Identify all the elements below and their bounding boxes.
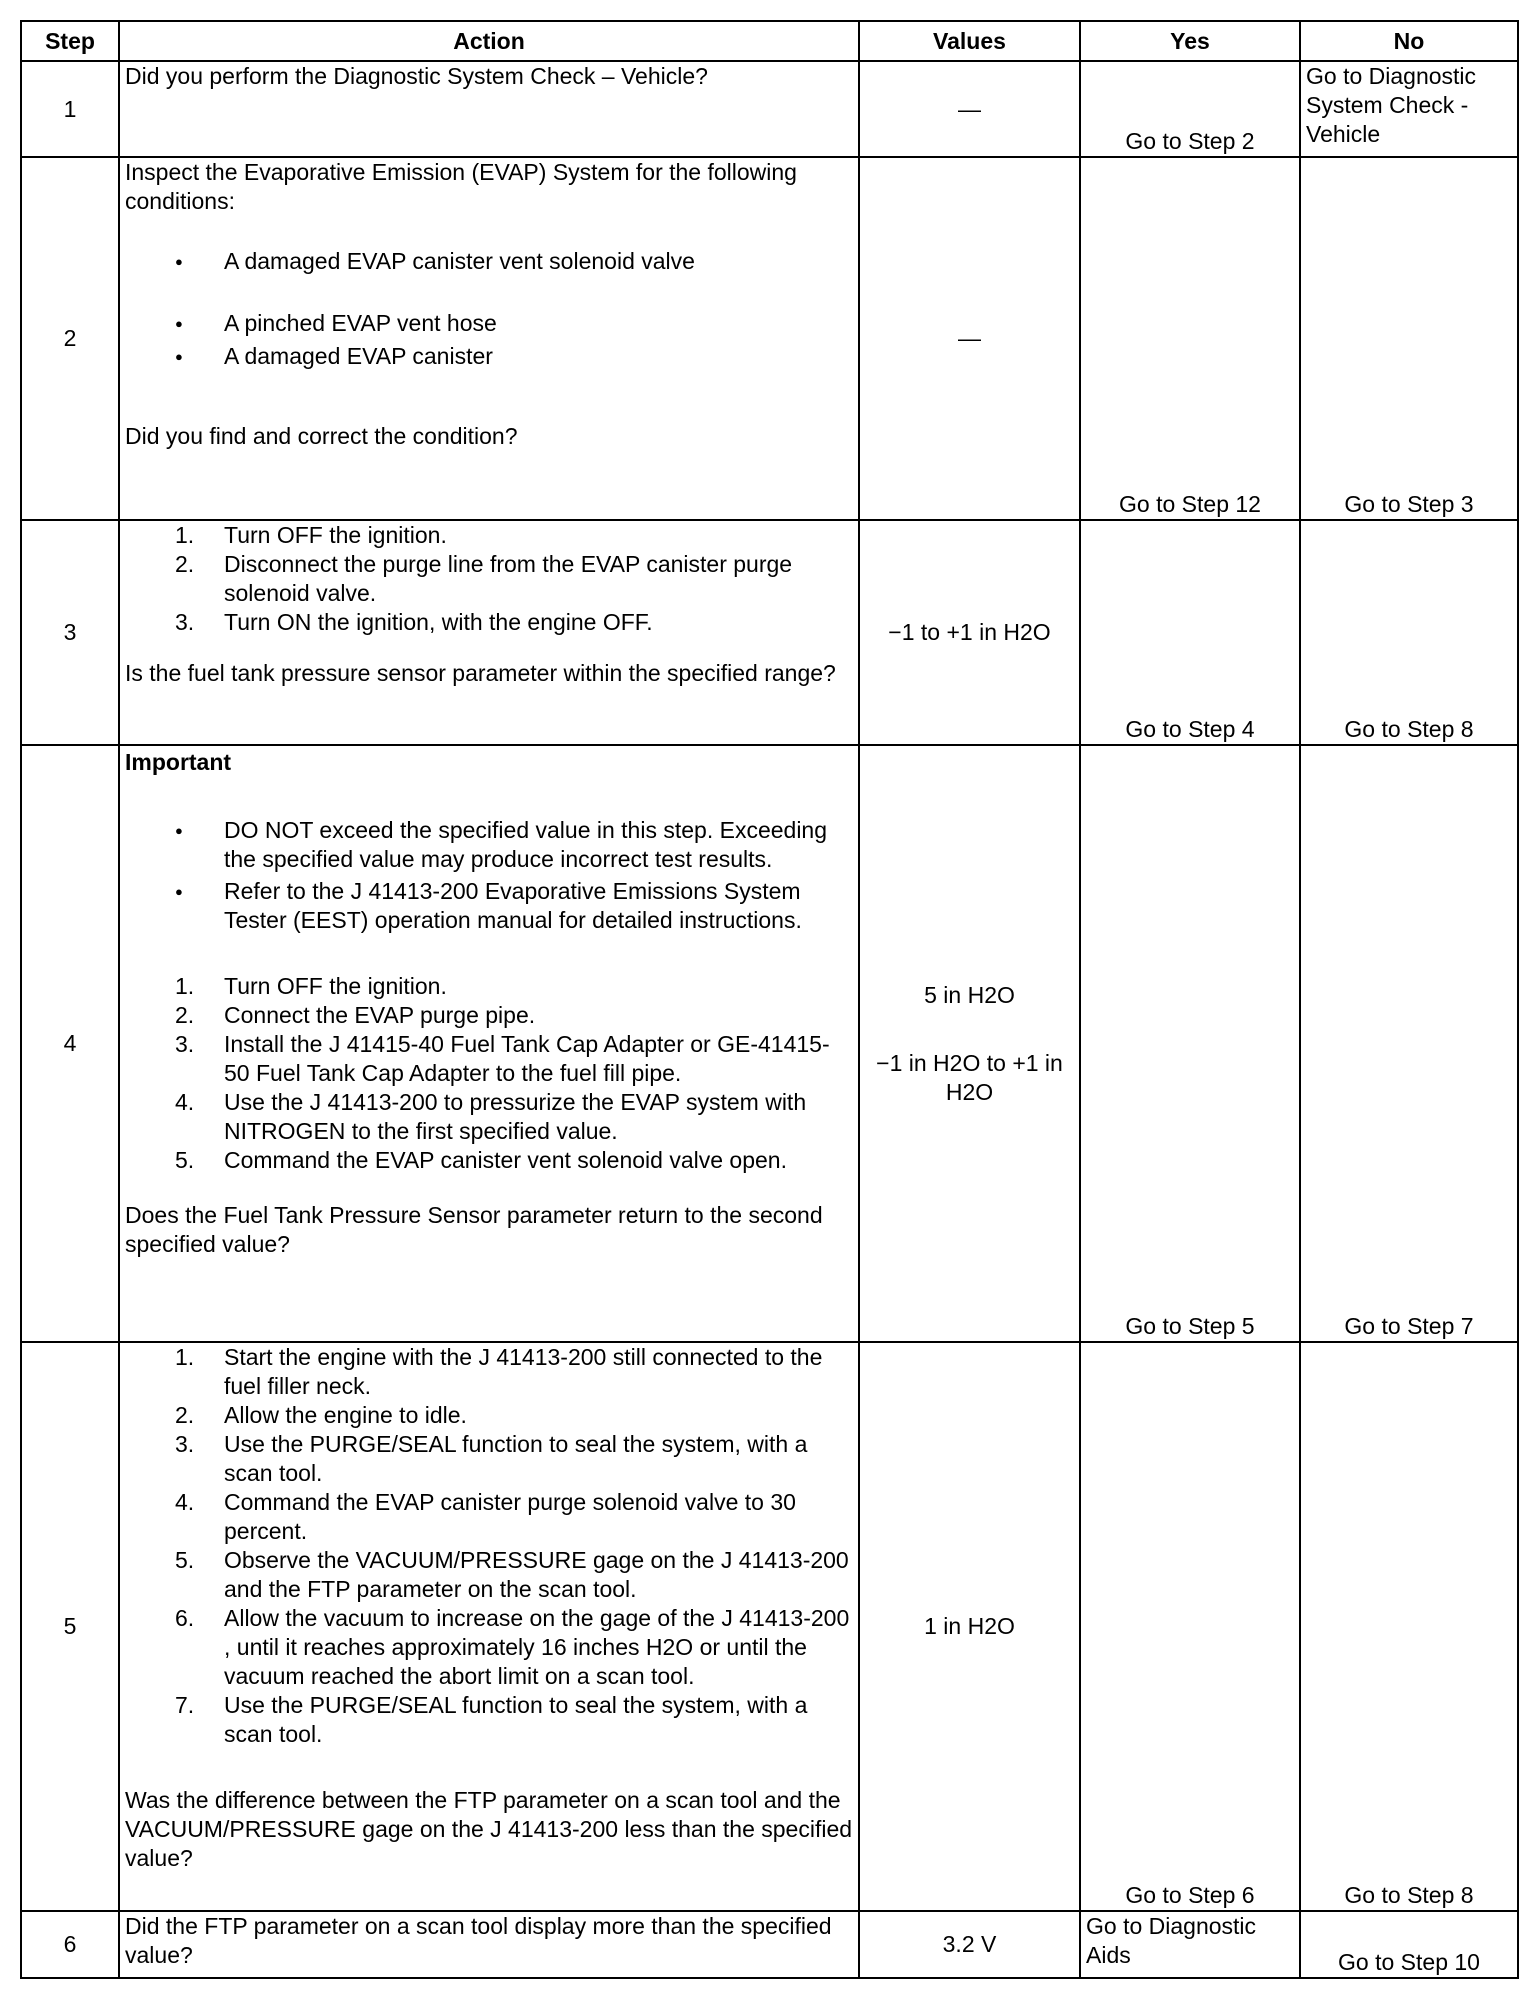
intro-text: Inspect the Evaporative Emission (EVAP) System for the following conditions: bbox=[125, 159, 797, 214]
list-item: 1. Turn OFF the ignition. bbox=[175, 522, 447, 548]
action-cell bbox=[119, 1342, 859, 1911]
list-item: 1. Turn OFF the ignition. bbox=[175, 973, 447, 999]
step-number: 1 bbox=[21, 61, 119, 157]
list-item: ● DO NOT exceed the specified value in this step. Exceeding the specified value may produce incorrect test results. bbox=[125, 816, 853, 874]
table-row bbox=[21, 745, 1518, 1342]
value-first: 5 in H2O bbox=[924, 981, 1015, 1008]
yes-cell: Go to Step 2 bbox=[1080, 61, 1300, 157]
header-no: No bbox=[1300, 21, 1518, 61]
list-item: 1. Start the engine with the J 41413-200 still connected to the fuel filler neck. bbox=[175, 1344, 823, 1399]
question-text: Did you find and correct the condition? bbox=[125, 423, 518, 449]
table-row bbox=[21, 1911, 1518, 1978]
list-item: 4. Use the J 41413-200 to pressurize the EVAP system with NITROGEN to the first specified value. bbox=[175, 1089, 807, 1144]
header-action: Action bbox=[119, 21, 859, 61]
header-row bbox=[21, 21, 1518, 61]
table-row bbox=[21, 157, 1518, 520]
no-cell: Go to Step 3 bbox=[1300, 157, 1518, 520]
action-cell bbox=[119, 1911, 859, 1978]
no-cell: Go to Step 10 bbox=[1300, 1911, 1518, 1978]
list-item: 5. Observe the VACUUM/PRESSURE gage on the J 41413-200 and the FTP parameter on the scan tool. bbox=[175, 1547, 849, 1602]
diagnostic-table bbox=[20, 20, 1519, 1979]
list-item: 4. Command the EVAP canister purge solenoid valve to 30 percent. bbox=[175, 1489, 796, 1544]
no-cell: Go to Step 7 bbox=[1300, 745, 1518, 1342]
list-item: 3. Install the J 41415-40 Fuel Tank Cap Adapter or GE-41415-50 Fuel Tank Cap Adapter to the fuel fill pipe. bbox=[175, 1031, 830, 1086]
values-cell: — bbox=[859, 157, 1080, 520]
yes-cell: Go to Step 5 bbox=[1080, 745, 1300, 1342]
procedure-list bbox=[125, 521, 853, 637]
list-item: 3. Turn ON the ignition, with the engine OFF. bbox=[175, 609, 653, 635]
values-cell bbox=[859, 745, 1080, 1342]
condition-list bbox=[125, 309, 853, 371]
list-item: 2. Connect the EVAP purge pipe. bbox=[175, 1002, 536, 1028]
list-item: 2. Disconnect the purge line from the EVAP canister purge solenoid valve. bbox=[175, 551, 793, 606]
values-cell: 3.2 V bbox=[859, 1911, 1080, 1978]
yes-cell: Go to Step 6 bbox=[1080, 1342, 1300, 1911]
list-item: ● A damaged EVAP canister vent solenoid valve bbox=[125, 247, 853, 276]
values-cell: −1 to +1 in H2O bbox=[859, 520, 1080, 745]
header-values: Values bbox=[859, 21, 1080, 61]
header-yes: Yes bbox=[1080, 21, 1300, 61]
list-item: ● A damaged EVAP canister bbox=[125, 342, 853, 371]
header-step: Step bbox=[21, 21, 119, 61]
yes-cell: Go to Step 4 bbox=[1080, 520, 1300, 745]
table-row bbox=[21, 520, 1518, 745]
step-number: 5 bbox=[21, 1342, 119, 1911]
values-cell: — bbox=[859, 61, 1080, 157]
no-cell: Go to Diagnostic System Check - Vehicle bbox=[1300, 61, 1518, 157]
question-text: Does the Fuel Tank Pressure Sensor parameter return to the second specified value? bbox=[125, 1202, 823, 1257]
yes-cell: Go to Diagnostic Aids bbox=[1080, 1911, 1300, 1978]
table-row bbox=[21, 1342, 1518, 1911]
question-text: Did you perform the Diagnostic System Check – Vehicle? bbox=[125, 63, 708, 89]
no-cell: Go to Step 8 bbox=[1300, 520, 1518, 745]
list-item: 3. Use the PURGE/SEAL function to seal the system, with a scan tool. bbox=[175, 1431, 808, 1486]
step-number: 4 bbox=[21, 745, 119, 1342]
action-cell bbox=[119, 61, 859, 157]
no-cell: Go to Step 8 bbox=[1300, 1342, 1518, 1911]
action-cell bbox=[119, 520, 859, 745]
step-number: 3 bbox=[21, 520, 119, 745]
step-number: 6 bbox=[21, 1911, 119, 1978]
list-item: ● A pinched EVAP vent hose bbox=[125, 309, 853, 338]
list-item: 5. Command the EVAP canister vent solenoid valve open. bbox=[175, 1147, 787, 1173]
list-item: 2. Allow the engine to idle. bbox=[175, 1402, 467, 1428]
condition-list bbox=[125, 247, 853, 276]
table-row bbox=[21, 61, 1518, 157]
action-cell bbox=[119, 745, 859, 1342]
important-heading: Important bbox=[125, 749, 232, 775]
value-second: −1 in H2O to +1 in H2O bbox=[876, 1049, 1063, 1105]
question-text: Was the difference between the FTP parameter on a scan tool and the VACUUM/PRESSURE gage on the J 41413-200 less than the specified value? bbox=[125, 1787, 853, 1871]
values-cell: 1 in H2O bbox=[859, 1342, 1080, 1911]
question-text: Did the FTP parameter on a scan tool display more than the specified value? bbox=[125, 1913, 832, 1968]
list-item: 6. Allow the vacuum to increase on the gage of the J 41413-200 , until it reaches approximately 16 inches H2O or until the vacuum reached the abort limit on a scan tool. bbox=[175, 1605, 850, 1689]
list-item: 7. Use the PURGE/SEAL function to seal the system, with a scan tool. bbox=[175, 1692, 808, 1747]
important-list bbox=[125, 816, 853, 935]
step-number: 2 bbox=[21, 157, 119, 520]
procedure-list bbox=[125, 972, 853, 1175]
yes-cell: Go to Step 12 bbox=[1080, 157, 1300, 520]
list-item: ● Refer to the J 41413-200 Evaporative Emissions System Tester (EEST) operation manual for detailed instructions. bbox=[125, 877, 853, 935]
action-cell bbox=[119, 157, 859, 520]
procedure-list bbox=[125, 1343, 853, 1749]
question-text: Is the fuel tank pressure sensor parameter within the specified range? bbox=[125, 660, 836, 686]
